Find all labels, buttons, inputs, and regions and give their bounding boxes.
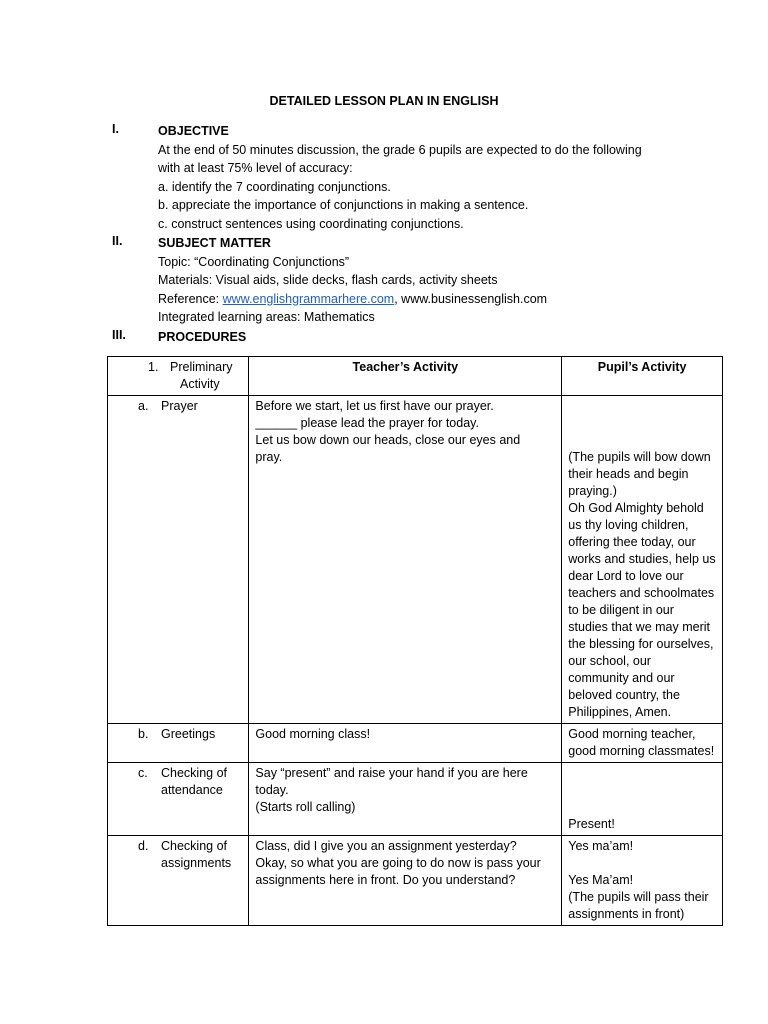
activity-name-cell [108,724,249,763]
pupil-line: us thy loving children, [568,518,689,532]
pupil-line: offering thee today, our [568,535,696,549]
section-heading: SUBJECT MATTER [158,236,271,250]
teacher-line: Say “present” and raise your hand if you are here [255,766,528,780]
pupil-line: assignments in front) [568,907,685,921]
activity-name: Checking of [161,766,228,780]
activity-letter: a. [138,399,149,413]
pupil-line: their heads and begin [568,467,689,481]
activity-name-cont: attendance [161,783,223,797]
pupil-activity-cell [562,763,723,836]
table-row [108,396,723,724]
teacher-line: Class, did I give you an assignment yesterday? [255,839,517,853]
objective-intro-cont: with at least 75% level of accuracy: [158,161,353,175]
teacher-line: Okay, so what you are going to do now is pass your [255,856,541,870]
pupil-activity-cell [562,724,723,763]
table-row [108,836,723,926]
teacher-line: pray. [255,450,283,464]
pupil-line: our school, our [568,654,651,668]
pupil-line: Present! [568,817,615,831]
pupil-line: Yes ma’am! [568,839,634,853]
activity-name-cell [108,836,249,926]
activity-name: Checking of [161,839,228,853]
header-teacher-activity: Teacher’s Activity [249,357,562,396]
materials-line: Materials: Visual aids, slide decks, flash cards, activity sheets [158,273,498,287]
pupil-line: (The pupils will bow down [568,450,711,464]
pupil-line: praying.) [568,484,617,498]
blank-line [568,415,716,432]
header-pupil-activity: Pupil’s Activity [562,357,723,396]
pupil-line: works and studies, help us [568,552,716,566]
pupil-line: Yes Ma’am! [568,873,634,887]
objective-intro: At the end of 50 minutes discussion, the grade 6 pupils are expected to do the following [158,142,642,157]
procedures-body [158,328,678,347]
blank-line [568,855,716,872]
reference-rest: , www.businessenglish.com [394,291,548,306]
header-preliminary-activity [108,357,249,396]
pupil-activity-cell [562,396,723,724]
pupil-line: (The pupils will pass their [568,890,709,904]
pupil-line: teachers and schoolmates [568,586,715,600]
activity-name-cell [108,396,249,724]
pupil-line: community and our [568,671,675,685]
pupil-line: Philippines, Amen. [568,705,672,719]
objective-item: a. identify the 7 coordinating conjunctions. [158,179,391,194]
teacher-activity-cell [249,396,562,724]
objective-body [158,122,678,233]
pupil-line: beloved country, the [568,688,680,702]
section-number: I. [112,122,119,136]
blank-line [568,398,716,415]
reference-link[interactable]: www.englishgrammarhere.com [222,291,395,306]
section-heading: PROCEDURES [158,330,247,344]
pupil-line: the blessing for ourselves, [568,637,714,651]
teacher-line: assignments here in front. Do you understand? [255,873,516,887]
integrated-areas-line: Integrated learning areas: Mathematics [158,310,375,324]
activity-name: Greetings [161,727,216,741]
teacher-line: Let us bow down our heads, close our eyes and [255,433,521,447]
header-prelim-label-cont: Activity [180,377,220,391]
teacher-line: today. [255,783,289,797]
activity-name-cell [108,763,249,836]
pupil-line: good morning classmates! [568,744,715,758]
blank-line [568,765,716,782]
reference-line [158,290,678,309]
header-prelim-label: Preliminary [170,360,233,374]
teacher-line: (Starts roll calling) [255,800,356,814]
section-number: III. [112,328,126,342]
table-header-row [108,357,723,396]
pupil-line: dear Lord to love our [568,569,684,583]
page-title: DETAILED LESSON PLAN IN ENGLISH [269,94,499,108]
blank-line [568,782,716,799]
activity-letter: d. [138,839,149,853]
procedures-table [107,356,723,926]
pupil-line: Good morning teacher, [568,727,696,741]
pupil-line: to be diligent in our [568,603,674,617]
teacher-line: Before we start, let us first have our prayer. [255,399,494,413]
activity-name: Prayer [161,399,198,413]
section-heading: OBJECTIVE [158,124,229,138]
pupil-activity-cell [562,836,723,926]
activity-letter: b. [138,727,149,741]
objective-item: b. appreciate the importance of conjunctions in making a sentence. [158,198,529,212]
teacher-activity-cell [249,724,562,763]
blank-line [568,799,716,816]
activity-name-cont: assignments [161,856,232,870]
teacher-activity-cell [249,763,562,836]
topic-line: Topic: “Coordinating Conjunctions” [158,254,350,269]
table-row [108,724,723,763]
header-prelim-number: 1. [148,360,159,374]
blank-line [568,432,716,449]
subject-matter-body [158,234,678,327]
objective-item: c. construct sentences using coordinating conjunctions. [158,216,464,231]
teacher-line: ______ please lead the prayer for today. [255,416,479,430]
teacher-activity-cell [249,836,562,926]
teacher-line: Good morning class! [255,727,371,741]
pupil-line: studies that we may merit [568,620,710,634]
pupil-line: Oh God Almighty behold [568,501,704,515]
section-number: II. [112,234,123,248]
reference-label: Reference: [158,291,223,306]
table-row [108,763,723,836]
activity-letter: c. [138,766,148,780]
